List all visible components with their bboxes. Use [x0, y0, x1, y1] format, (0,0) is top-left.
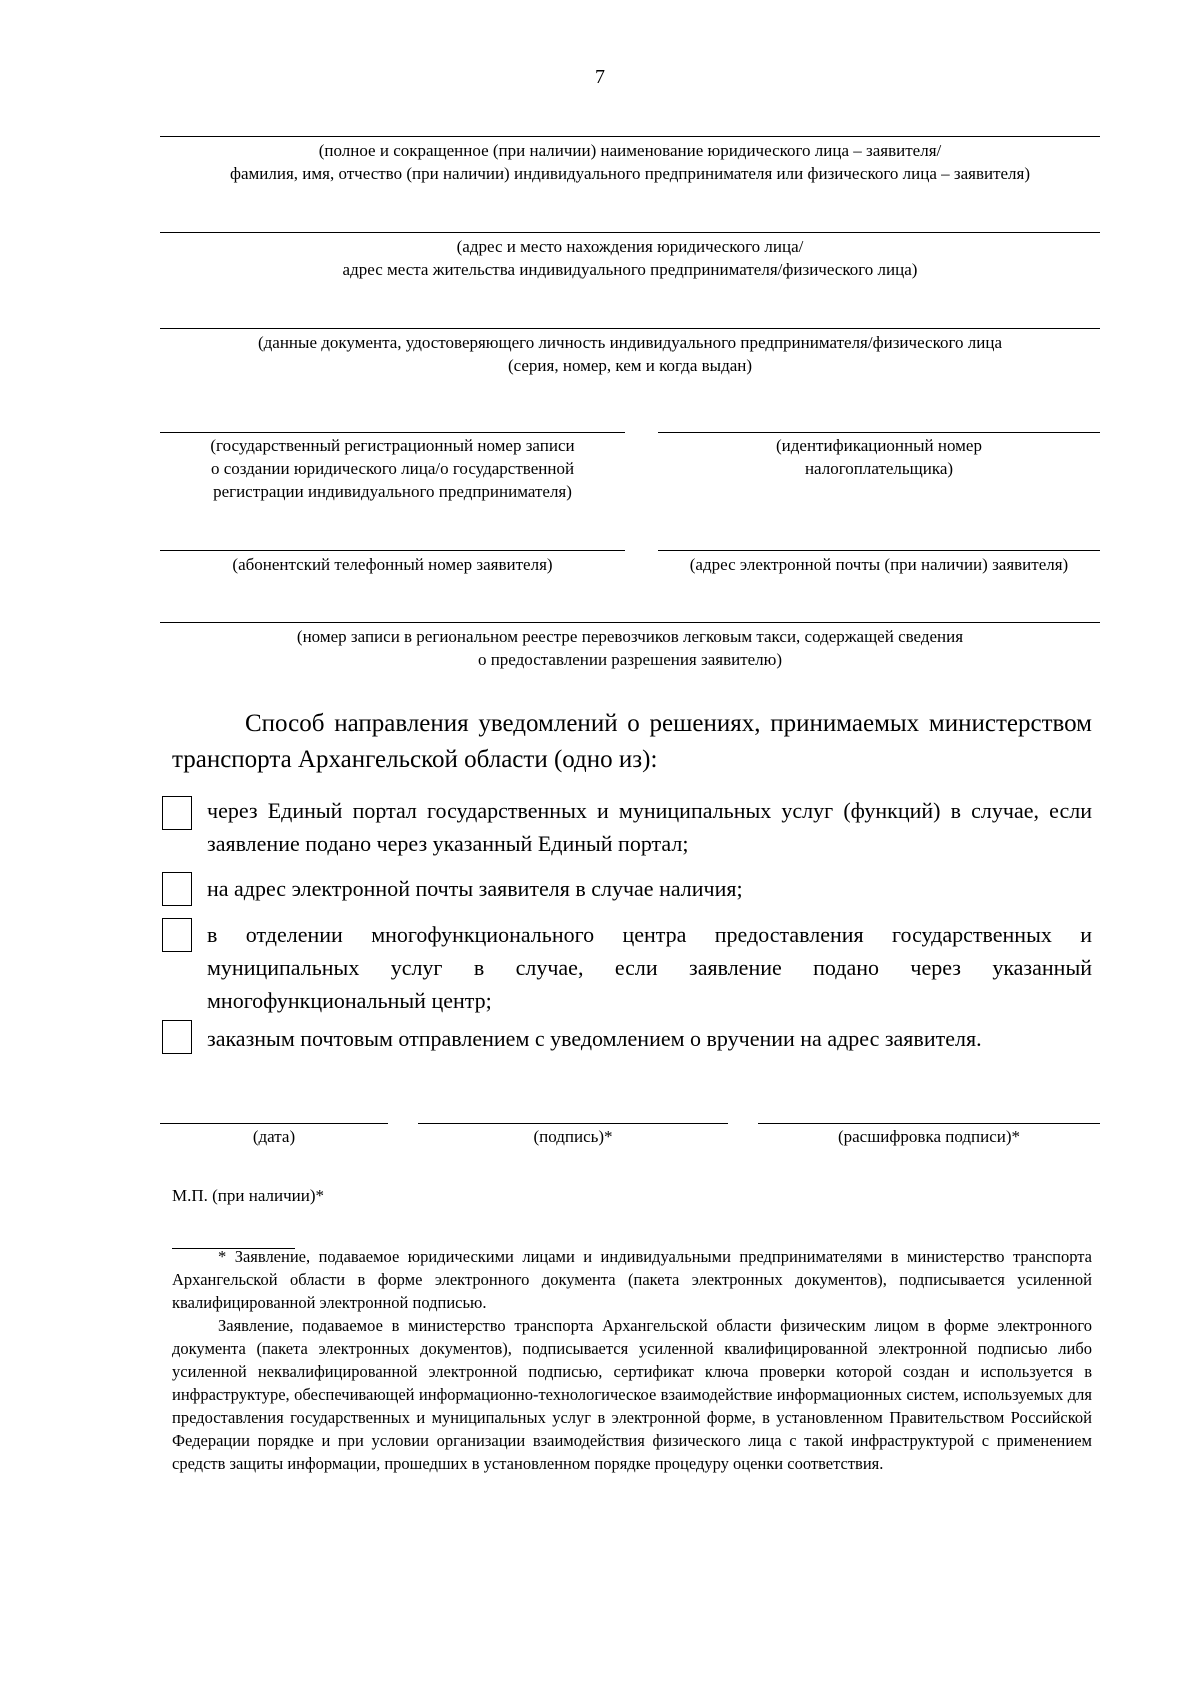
date-caption: (дата) [252, 1127, 296, 1146]
address-field[interactable] [160, 232, 1100, 233]
applicant-name-caption-line-2: фамилия, имя, отчество (при наличии) индивидуального предпринимателя или физического лица – заявителя) [229, 164, 1031, 183]
signature-caption: (подпись)* [533, 1127, 613, 1146]
inn-field[interactable] [658, 432, 1100, 433]
option-mail-label: заказным почтовым отправлением с уведомлением о вручении на адрес заявителя. [207, 1026, 982, 1051]
id-document-field[interactable] [160, 328, 1100, 329]
registry-record-caption-line-1: (номер записи в региональном реестре перевозчиков легковым такси, содержащей сведения [296, 627, 964, 646]
applicant-name-field[interactable] [160, 136, 1100, 137]
option-mfc-label: в отделении многофункционального центра предоставления государственных и муниципальных услуг в случае, если заявление подано через указанный многофункциональный центр; [207, 922, 1092, 1013]
notification-method-heading: Способ направления уведомлений о решениях, принимаемых министерством транспорта Архангельской области (одно из): [172, 710, 1092, 773]
id-document-caption-line-2: (серия, номер, кем и когда выдан) [507, 356, 753, 375]
email-field[interactable] [658, 550, 1100, 551]
id-document-caption-line-1: (данные документа, удостоверяющего личность индивидуального предпринимателя/физического лица [257, 333, 1003, 352]
stamp-label: М.П. (при наличии)* [172, 1186, 325, 1205]
signature-decoding-caption: (расшифровка подписи)* [837, 1127, 1021, 1146]
registration-number-caption [160, 434, 625, 503]
registry-record-field[interactable] [160, 622, 1100, 623]
footnote-1: * Заявление, подаваемое юридическими лицами и индивидуальными предпринимателями в министерство транспорта Архангельской области в форме электронного документа (пакета электронных документов), подписывается усиленной квалифицированной электронной подписью. [172, 1247, 1092, 1312]
registration-number-field[interactable] [160, 432, 625, 433]
email-caption: (адрес электронной почты (при наличии) заявителя) [689, 555, 1069, 574]
registry-record-caption-line-2: о предоставлении разрешения заявителю) [477, 650, 783, 669]
address-caption [160, 235, 1100, 281]
applicant-name-caption-line-1: (полное и сокращенное (при наличии) наименование юридического лица – заявителя/ [318, 141, 942, 160]
address-caption-line-1: (адрес и место нахождения юридического лица/ [456, 237, 804, 256]
phone-field[interactable] [160, 550, 625, 551]
registration-number-caption-line-1: (государственный регистрационный номер записи [210, 436, 575, 455]
signature-decoding-field[interactable] [758, 1123, 1100, 1124]
option-mail-checkbox[interactable] [162, 1020, 192, 1054]
phone-caption: (абонентский телефонный номер заявителя) [232, 555, 553, 574]
option-portal-checkbox[interactable] [162, 796, 192, 830]
id-document-caption [160, 331, 1100, 377]
applicant-name-caption [160, 139, 1100, 185]
option-mfc-checkbox[interactable] [162, 918, 192, 952]
registration-number-caption-line-3: регистрации индивидуального предпринимателя) [213, 482, 572, 501]
option-email-checkbox[interactable] [162, 872, 192, 906]
date-field[interactable] [160, 1123, 388, 1124]
signature-field[interactable] [418, 1123, 728, 1124]
footnote-2: Заявление, подаваемое в министерство транспорта Архангельской области физическим лицом в форме электронного документа (пакета электронных документов), подписывается усиленной квалифицированной электронной подписью либо усиленной неквалифицированной электронной подписью, сертификат ключа проверки которой создан и используется в инфраструктуре, обеспечивающей информационно-технологическое взаимодействие информационных систем, используемых для предоставления государственных и муниципальных услуг в электронной форме, в установленном Правительством Российской Федерации порядке и при условии организации взаимодействия физического лица с такой инфраструктурой с применением средств защиты информации, прошедших в установленном порядке процедуру оценки соответствия. [172, 1316, 1092, 1473]
inn-caption-line-2: налогоплательщика) [804, 459, 954, 478]
address-caption-line-2: адрес места жительства индивидуального предпринимателя/физического лица) [342, 260, 918, 279]
registry-record-caption [160, 625, 1100, 671]
option-portal-label: через Единый портал государственных и муниципальных услуг (функций) в случае, если заявление подано через указанный Единый портал; [207, 798, 1092, 856]
registration-number-caption-line-2: о создании юридического лица/о государственной [210, 459, 575, 478]
page-number: 7 [595, 66, 605, 88]
inn-caption [658, 434, 1100, 480]
inn-caption-line-1: (идентификационный номер [776, 436, 982, 455]
option-email-label: на адрес электронной почты заявителя в случае наличия; [207, 876, 743, 901]
